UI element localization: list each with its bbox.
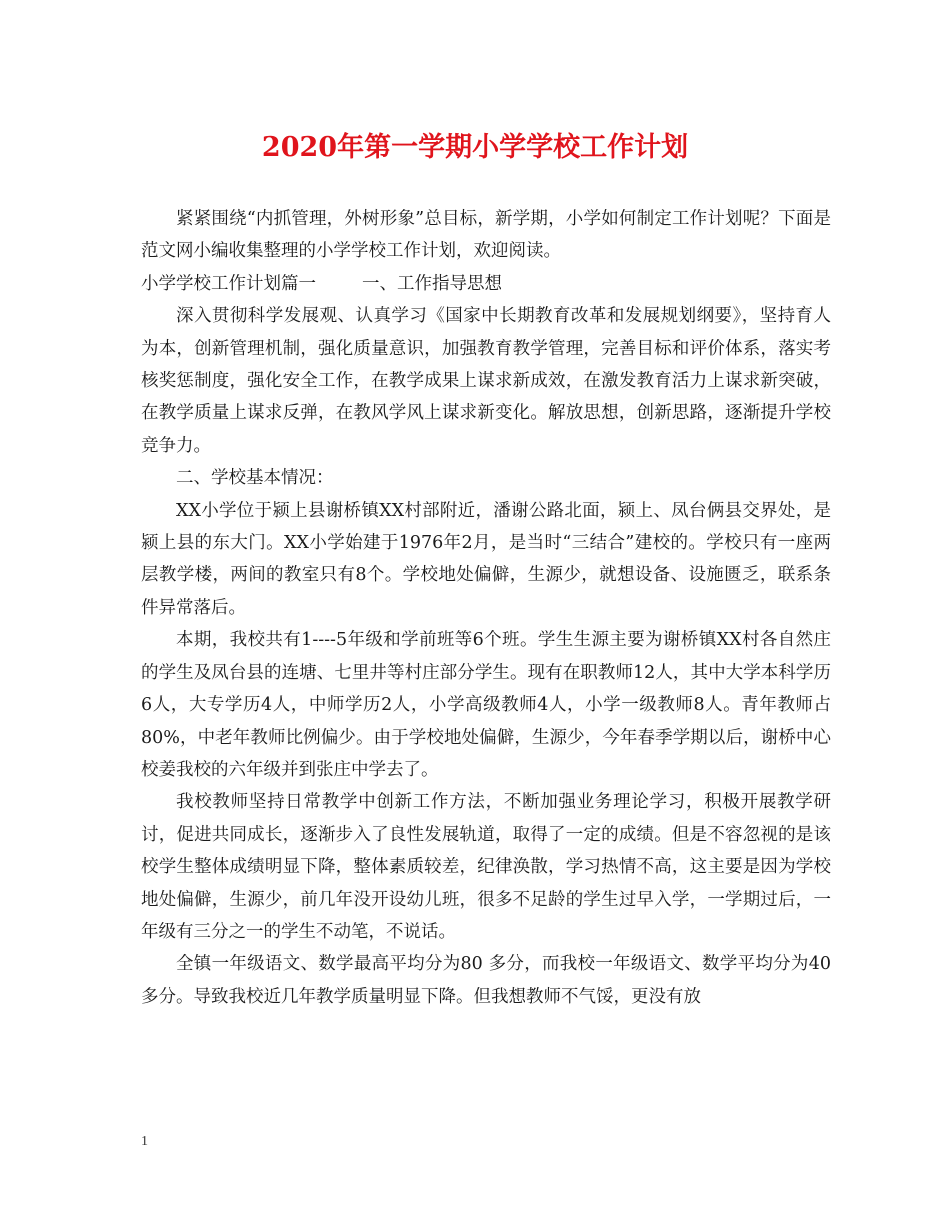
score-comparison-paragraph: 全镇一年级语文、数学最高平均分为80 多分，而我校一年级语文、数学平均分为40 多分。导致我校近几年教学质量明显下降。但我想教师不气馁，更没有放: [141, 954, 831, 1007]
guiding-ideology-paragraph: 深入贯彻科学发展观、认真学习《国家中长期教育改革和发展规划纲要》，坚持育人为本，创新管理机制，强化质量意识，加强教育教学管理，完善目标和评价体系，落实考核奖惩制度，强化安全工作，在教学成果上谋求新成效，在激发教育活力上谋求新突破，在教学质量上谋求反弹，在教风学风上谋求新变化。解放思想，创新思路，逐渐提升学校竞争力。: [141, 306, 831, 456]
document-body: [141, 203, 831, 1013]
section-heading-basic-situation: 二、学校基本情况：: [176, 468, 334, 489]
teaching-status-paragraph: 我校教师坚持日常教学中创新工作方法，不断加强业务理论学习，积极开展教学研讨，促进共同成长，逐渐步入了良性发展轨道，取得了一定的成绩。但是不容忽视的是该校学生整体成绩明显下降，整体素质较差，纪律涣散，学习热情不高，这主要是因为学校地处偏僻，生源少，前几年没开设幼儿班，很多不足龄的学生过早入学，一学期过后，一年级有三分之一的学生不动笔，不说话。: [141, 792, 831, 942]
school-location-paragraph: XX小学位于颍上县谢桥镇XX村部附近，潘谢公路北面，颍上、凤台俩县交界处，是颍上县的东大门。XX小学始建于1976年2月，是当时“三结合”建校的。学校只有一座两层教学楼，两间的教室只有8个。学校地处偏僻，生源少，就想设备、设施匮乏，联系条件异常落后。: [141, 500, 831, 618]
document-title: 2020年第一学期小学学校工作计划: [261, 132, 689, 163]
section-label: 小学学校工作计划篇一: [141, 273, 316, 294]
section-heading-line: [141, 268, 831, 300]
intro-paragraph: 紧紧围绕“内抓管理，外树形象”总目标，新学期，小学如何制定工作计划呢？下面是范文网小编收集整理的小学学校工作计划，欢迎阅读。: [141, 209, 831, 262]
section-heading-guiding-ideology: 一、工作指导思想: [362, 273, 502, 294]
page-number: 1: [141, 1134, 148, 1149]
class-and-staff-paragraph: 本期，我校共有1----5年级和学前班等6个班。学生生源主要为谢桥镇XX村各自然庄的学生及凤台县的连塘、七里井等村庄部分学生。现有在职教师12人，其中大学本科学历6人，大专学历4人，中师学历2人，小学高级教师4人，小学一级教师8人。青年教师占80%，中老年教师比例偏少。由于学校地处偏僻，生源少，今年春季学期以后，谢桥中心校姜我校的六年级并到张庄中学去了。: [141, 630, 831, 780]
